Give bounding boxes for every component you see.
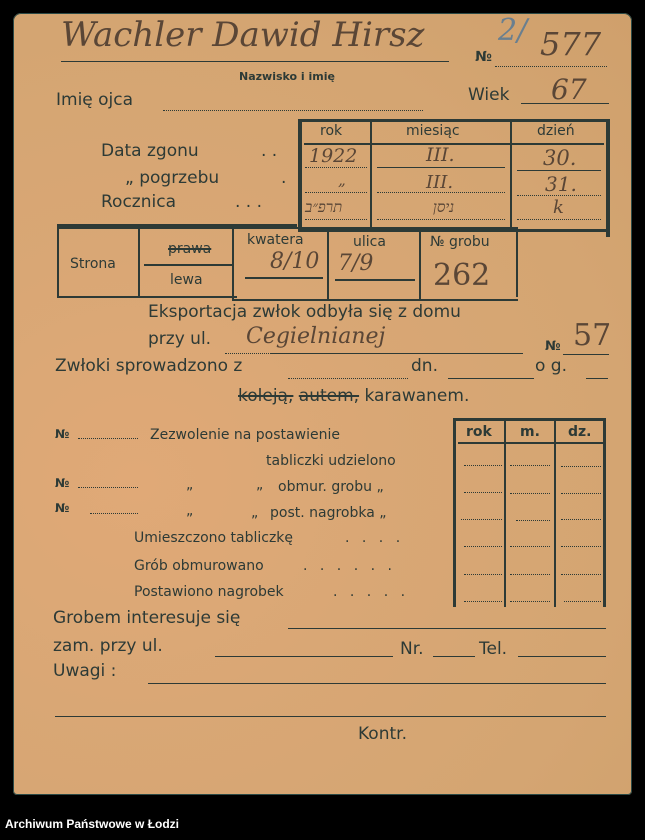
hour-label: o g.	[535, 356, 567, 376]
surname-name-value: Wachler Dawid Hirsz	[61, 15, 425, 55]
quarter-label: kwatera	[247, 232, 304, 248]
number-value: 577	[540, 25, 602, 63]
permit-tombstone-text: post. nagrobka „	[270, 505, 387, 521]
day-label: dn.	[411, 356, 438, 376]
grave-no-value: 262	[433, 258, 491, 293]
burial-date-label: „ pogrzebu	[125, 168, 220, 188]
control-label: Kontr.	[358, 724, 407, 744]
transport-option-hearse: karawanem.	[364, 386, 470, 406]
death-month: III.	[426, 144, 455, 166]
anniversary-month: ניסן	[433, 198, 455, 216]
surname-name-line	[61, 61, 449, 62]
age-value: 67	[551, 73, 587, 106]
side-option-left: lewa	[170, 272, 203, 288]
ditto-2a: „	[186, 477, 194, 493]
number-prefix: 2/	[498, 13, 528, 48]
nr-field[interactable]	[433, 656, 475, 657]
interested-label: Grobem interesuje się	[53, 608, 241, 628]
burial-date-dots: .	[281, 168, 287, 188]
tel-field[interactable]	[518, 656, 606, 657]
col-year-header: rok	[320, 123, 343, 139]
ditto-3b: „	[251, 505, 259, 521]
side-option-right: prawa	[168, 241, 212, 257]
permit-wall-text: obmur. grobu „	[278, 479, 384, 495]
age-label: Wiek	[468, 85, 510, 105]
grave-walled-label: Grób obmurowano	[134, 558, 264, 574]
ditto-3a: „	[186, 503, 194, 519]
death-day: 30.	[543, 146, 577, 170]
anniversary-dots: . . .	[235, 192, 263, 212]
burial-year: „	[338, 171, 346, 189]
father-name-label: Imię ojca	[56, 90, 134, 110]
remarks-field-1[interactable]	[148, 683, 606, 684]
burial-day: 31.	[545, 172, 577, 196]
remarks-label: Uwagi :	[53, 661, 117, 681]
permit-no-field-2[interactable]	[78, 487, 138, 488]
index-card: Wachler Dawid Hirsz № 2/ 577 Nazwisko i imię Imię ojca Wiek 67 Data zgonu . . „ pogrzebu . Rocznica . . . rok miesiąc dzień 1922 III. 30. „ III. 31. תרפ״ב ניסן k Strona prawa lewa kwatera 8/10 ulica 7/9 № grobu 262 Eksportacja zwłok odbyła się z domu przy ul. Cegielnianej № 57 Zwłoki sprowadzono z dn. o g. koleją, autem, karawanem. № Zezwolenie na postawienie tabliczki udzielono № „ „ obmur. grobu „ № „ „ post. nagrobka „ Umieszczono tabliczkę . . . . Grób obmurowano . . . . . . Postawiono nagrobek . . . . . rok m. dz. Grobem interesuje się zam. przy ul. Nr. Tel. Uwagi : Kontr.	[13, 13, 632, 795]
tombstone-placed-label: Postawiono nagrobek	[134, 584, 284, 600]
quarter-value: 8/10	[270, 249, 320, 274]
permit-no-field-3[interactable]	[90, 513, 138, 514]
ditto-2b: „	[256, 477, 264, 493]
remarks-field-2[interactable]	[55, 716, 606, 717]
death-year: 1922	[309, 145, 358, 167]
tel-label: Tel.	[479, 639, 508, 659]
anniversary-day: k	[553, 197, 564, 218]
house-no-value: 57	[573, 318, 612, 353]
address-field[interactable]	[215, 656, 393, 657]
nr-label: Nr.	[400, 639, 424, 659]
burial-month: III.	[426, 172, 454, 193]
permits-col-month: m.	[520, 424, 540, 440]
permits-col-year: rok	[466, 424, 492, 440]
father-name-field[interactable]	[163, 110, 423, 111]
permits-col-day: dz.	[568, 424, 592, 440]
surname-name-caption: Nazwisko i imię	[239, 70, 335, 83]
col-day-header: dzień	[537, 123, 575, 139]
interested-field[interactable]	[288, 628, 606, 629]
export-street-value: Cegielnianej	[246, 324, 386, 349]
permit-no-label-1: №	[55, 427, 70, 441]
age-line	[521, 103, 609, 104]
anniversary-label: Rocznica	[101, 192, 176, 212]
export-street-prefix: przy ul.	[148, 329, 212, 349]
number-line	[495, 66, 607, 67]
brought-label: Zwłoki sprowadzono z	[55, 356, 243, 376]
number-label: №	[475, 49, 492, 65]
permit-no-field-1[interactable]	[78, 438, 138, 439]
permit-plaque-text: Zezwolenie na postawienie	[150, 427, 340, 443]
permit-plaque-text2: tabliczki udzielono	[266, 453, 396, 469]
export-line1: Eksportacja zwłok odbyła się z domu	[148, 302, 461, 322]
street-label: ulica	[353, 234, 386, 250]
grave-no-label: № grobu	[430, 234, 490, 250]
house-no-label: №	[545, 339, 561, 354]
death-date-dots: . .	[261, 141, 278, 161]
transport-option-car: autem,	[298, 386, 360, 406]
side-label: Strona	[70, 256, 116, 272]
permit-no-label-2: №	[55, 476, 70, 490]
address-label: zam. przy ul.	[53, 636, 163, 656]
anniversary-year: תרפ״ב	[305, 198, 343, 216]
transport-option-rail: koleją, autem, karawanem.	[238, 386, 470, 406]
permit-no-label-3: №	[55, 501, 70, 515]
export-street-line	[271, 353, 523, 354]
day-field[interactable]	[448, 378, 534, 379]
plaque-placed-label: Umieszczono tabliczkę	[134, 530, 294, 546]
brought-from-field[interactable]	[288, 378, 408, 379]
street-value: 7/9	[338, 251, 374, 276]
col-month-header: miesiąc	[406, 123, 460, 139]
hour-field[interactable]	[586, 378, 608, 379]
archive-name: Archiwum Państwowe w Łodzi	[5, 817, 180, 831]
death-date-label: Data zgonu	[101, 141, 199, 161]
